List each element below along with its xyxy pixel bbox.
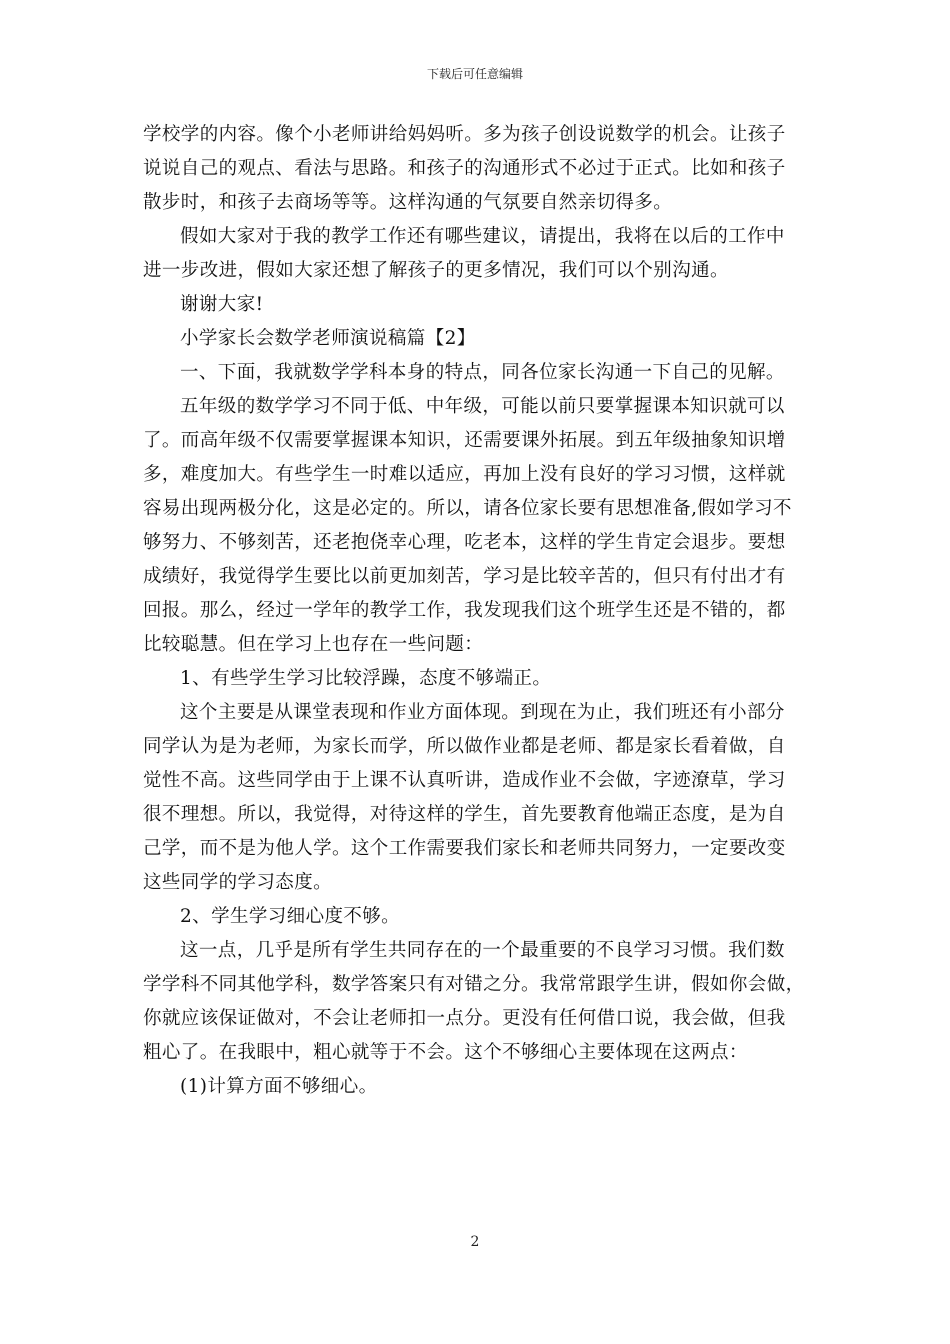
text-line: 回报。那么，经过一学年的教学工作，我发现我们这个班学生还是不错的，都 — [143, 600, 786, 621]
text-line: 成绩好，我觉得学生要比以前更加刻苦，学习是比较辛苦的，但只有付出才有 — [143, 566, 786, 587]
text-line: 很不理想。所以，我觉得，对待这样的学生，首先要教育他端正态度，是为自 — [143, 804, 786, 825]
list-item: 2、学生学习细心度不够。 — [180, 906, 401, 927]
text-line: 己学，而不是为他人学。这个工作需要我们家长和老师共同努力，一定要改变 — [143, 838, 786, 859]
text-line: 一、下面，我就数学学科本身的特点，同各位家长沟通一下自己的见解。 — [180, 362, 785, 383]
list-item: (1)计算方面不够细心。 — [180, 1076, 378, 1097]
text-line: 假如大家对于我的教学工作还有哪些建议，请提出，我将在以后的工作中 — [180, 226, 785, 247]
text-line: 了。而高年级不仅需要掌握课本知识，还需要课外拓展。到五年级抽象知识增 — [143, 430, 786, 451]
list-item: 1、有些学生学习比较浮躁，态度不够端正。 — [180, 668, 552, 689]
text-line: 这一点，几乎是所有学生共同存在的一个最重要的不良学习习惯。我们数 — [180, 940, 785, 961]
document-body — [143, 118, 813, 1104]
text-line: 觉性不高。这些同学由于上课不认真听讲，造成作业不会做，字迹潦草，学习 — [143, 770, 786, 791]
text-line: 同学认为是为老师，为家长而学，所以做作业都是老师、都是家长看着做，自 — [143, 736, 786, 757]
text-line: 这些同学的学习态度。 — [143, 872, 333, 893]
text-line: 这个主要是从课堂表现和作业方面体现。到现在为止，我们班还有小部分 — [180, 702, 785, 723]
text-line: 进一步改进，假如大家还想了解孩子的更多情况，我们可以个别沟通。 — [143, 260, 729, 281]
text-line: 你就应该保证做对，不会让老师扣一点分。更没有任何借口说，我会做，但我 — [143, 1008, 786, 1029]
text-line: 说说自己的观点、看法与思路。和孩子的沟通形式不必过于正式。比如和孩子 — [143, 158, 786, 179]
page-header: 下载后可任意编辑 — [426, 67, 523, 81]
text-line: 比较聪慧。但在学习上也存在一些问题： — [143, 634, 484, 655]
text-line: 五年级的数学学习不同于低、中年级，可能以前只要掌握课本知识就可以 — [180, 396, 785, 417]
text-line: 粗心了。在我眼中，粗心就等于不会。这个不够细心主要体现在这两点： — [143, 1042, 748, 1063]
text-line: 容易出现两极分化，这是必定的。所以，请各位家长要有思想准备,假如学习不 — [143, 498, 792, 519]
page-number: 2 — [470, 1234, 480, 1250]
section-title: 小学家长会数学老师演说稿篇【2】 — [180, 328, 476, 349]
text-line: 散步时，和孩子去商场等等。这样沟通的气氛要自然亲切得多。 — [143, 192, 673, 213]
text-line: 学校学的内容。像个小老师讲给妈妈听。多为孩子创设说数学的机会。让孩子 — [143, 124, 786, 145]
text-line: 够努力、不够刻苦，还老抱侥幸心理，吃老本，这样的学生肯定会退步。要想 — [143, 532, 786, 553]
text-line: 多，难度加大。有些学生一时难以适应，再加上没有良好的学习习惯，这样就 — [143, 464, 786, 485]
text-line: 学学科不同其他学科，数学答案只有对错之分。我常常跟学生讲，假如你会做， — [143, 974, 805, 995]
text-line: 谢谢大家! — [180, 294, 264, 315]
